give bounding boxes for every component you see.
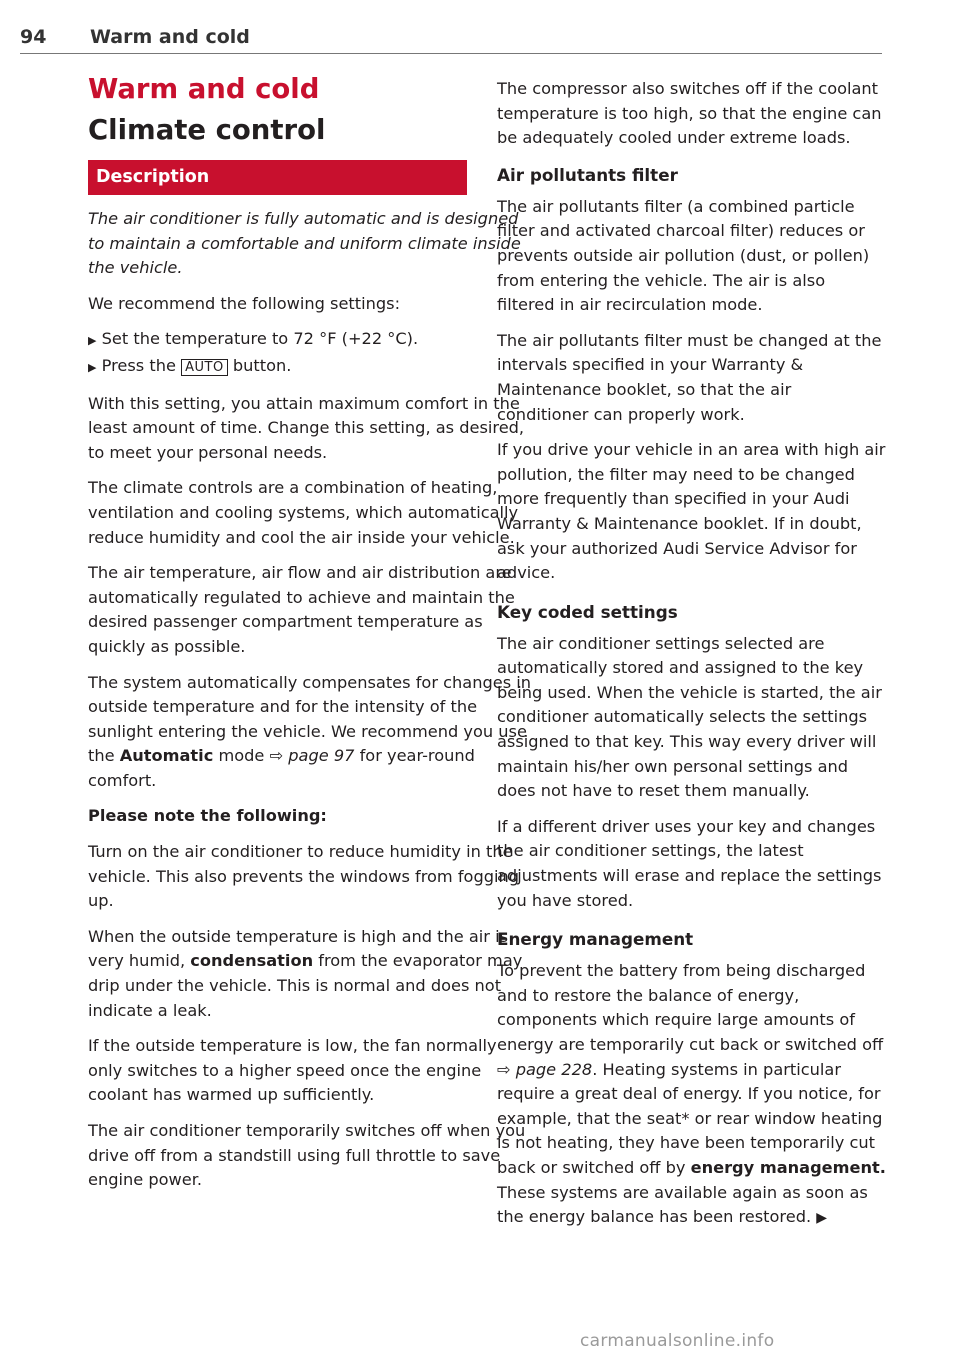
paragraph: The air pollutants filter must be changed at the intervals specified in your Warranty & Maintenance booklet, so that the air conditioner can properly work. [497, 330, 882, 424]
condensation-term: condensation [190, 951, 314, 971]
paragraph: If you drive your vehicle in an area with high air pollution, the filter may need to be changed more frequently than specified in your Audi Warranty & Maintenance booklet. If in doubt, ask your authorized Audi Service Advisor for advice. [497, 440, 886, 583]
header-rule [20, 53, 882, 54]
bullet-arrow-icon: ▶ [88, 334, 97, 348]
bullet-auto [88, 354, 534, 381]
text: from the evaporator may drip under the vehicle. This is normal and does not indicate a leak. [88, 951, 523, 1020]
subheading-key-coded: Key coded settings [497, 601, 678, 622]
text: When the outside temperature is high and the air is very humid, [88, 926, 509, 971]
page-number: 94 [20, 26, 47, 48]
description-bar: Description [88, 160, 467, 195]
bullet-text: Press the [101, 355, 176, 375]
paragraph: The compressor also switches off if the coolant temperature is too high, so that the engine can be adequately cooled under extreme loads. [497, 79, 882, 148]
bullet-arrow-icon: ▶ [88, 360, 97, 374]
paragraph: The air conditioner settings selected are automatically stored and assigned to the key being used. When the vehicle is started, the air conditioner automatically selects the settings assigned to that key. This way every driver will maintain his/her own personal settings and does not have to reset them manually. [497, 633, 882, 801]
paragraph [88, 671, 534, 794]
text: To prevent the battery from being discharged and to restore the balance of energy, components which require large amounts of energy are temporarily cut back or switched off [497, 961, 884, 1054]
page-reference-link[interactable]: ⇨ page 97 [269, 746, 355, 766]
section-title: Climate control [88, 114, 326, 146]
automatic-term: Automatic [119, 746, 214, 766]
watermark-logo: carmanualsonline.info [580, 1331, 775, 1351]
text: These systems are available again as soon as the energy balance has been restored. [497, 1182, 868, 1227]
subheading-air-filter: Air pollutants filter [497, 164, 678, 185]
page-reference-link[interactable]: ⇨ page 228 [497, 1059, 593, 1079]
paragraph: The air temperature, air flow and air distribution are automatically regulated to achieve and maintain the desired passenger compartment temperature as quickly as possible. [88, 563, 515, 656]
paragraph: Turn on the air conditioner to reduce humidity in the vehicle. This also prevents the windows from fogging up. [88, 842, 520, 911]
chapter-title: Warm and cold [88, 73, 320, 105]
paragraph [497, 959, 887, 1231]
paragraph [88, 925, 534, 1023]
paragraph: The air pollutants filter (a combined particle filter and activated charcoal filter) reduces or prevents outside air pollution (dust, or pollen) from entering the vehicle. The air is also filtered in air recirculation mode. [497, 196, 870, 315]
text: . Heating systems in particular require a great deal of energy. If you notice, for example, that the seat* or rear window heating is not heating, they have been temporarily cut back or switched off by [497, 1059, 883, 1177]
paragraph: If the outside temperature is low, the fan normally only switches to a higher speed once the engine coolant has warmed up sufficiently. [88, 1036, 497, 1105]
bullet-temperature [88, 327, 534, 354]
energy-management-term: energy management. [690, 1157, 886, 1177]
paragraph: If a different driver uses your key and changes the air conditioner settings, the latest adjustments will erase and replace the settings you have stored. [497, 816, 882, 910]
bullet-text: button. [232, 355, 292, 375]
paragraph: The climate controls are a combination of heating, ventilation and cooling systems, which automatically reduce humidity and cool the air inside your vehicle. [88, 478, 519, 547]
left-column [88, 70, 534, 1204]
subheading-energy: Energy management [497, 929, 694, 950]
paragraph: The air conditioner temporarily switches off when you drive off from a standstill using full throttle to save engine power. [88, 1121, 526, 1190]
intro-paragraph: The air conditioner is fully automatic and is designed to maintain a comfortable and uniform climate inside the vehicle. [88, 209, 521, 278]
continue-arrow-icon: ▶ [816, 1210, 828, 1227]
text: The system automatically compensates for changes in outside temperature and for the intensity of the sunlight entering the vehicle. We recommend you use the [88, 672, 532, 766]
text: mode [218, 746, 265, 766]
page-header [20, 22, 882, 58]
text: for year-round comfort. [88, 746, 475, 790]
note-heading: Please note the following: [88, 806, 327, 826]
paragraph: With this setting, you attain maximum comfort in the least amount of time. Change this setting, as desired, to meet your personal needs. [88, 393, 525, 462]
recommend-paragraph: We recommend the following settings: [88, 293, 401, 313]
right-column [497, 77, 887, 1242]
auto-key: AUTO [181, 359, 228, 376]
bullet-text: Set the temperature to 72 °F (+22 °C). [101, 329, 419, 349]
section-header: Warm and cold [90, 26, 250, 48]
